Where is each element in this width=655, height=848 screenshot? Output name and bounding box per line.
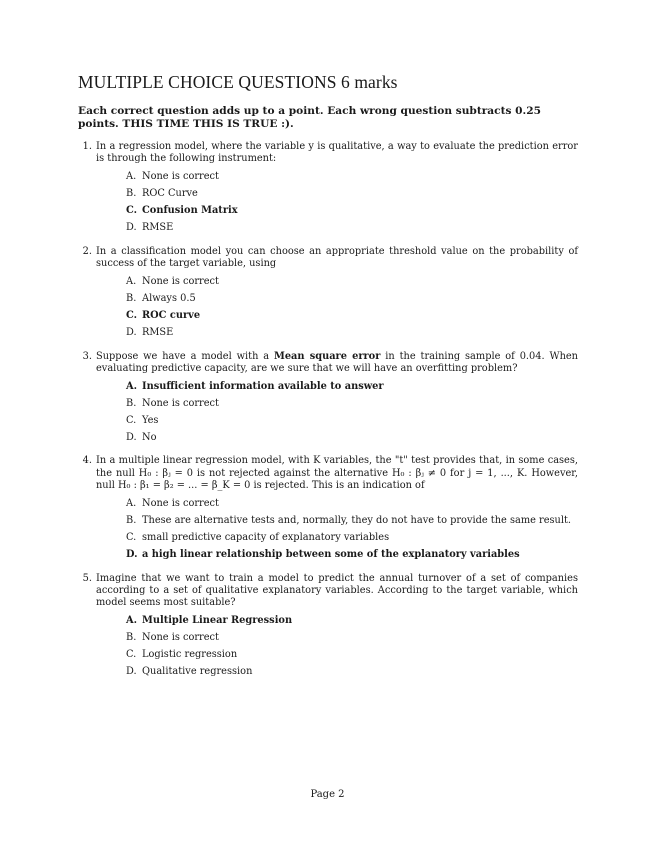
option-d: D. RMSE	[126, 222, 174, 234]
options-list	[96, 613, 578, 681]
question-number: 4.	[82, 455, 92, 467]
options-list	[96, 378, 578, 446]
option-c-correct: C. ROC curve	[126, 309, 201, 321]
option-c: C. Logistic regression	[126, 649, 238, 661]
options-list	[96, 169, 578, 237]
question-text: In a classification model you can choose an appropriate threshold value on the probability of success of the target variable, using	[96, 245, 578, 270]
option-d: D. Qualitative regression	[126, 666, 253, 678]
option-d: D. No	[126, 431, 157, 443]
option-a: A. None is correct	[126, 275, 219, 287]
question-number: 5.	[82, 572, 92, 584]
question-text: In a regression model, where the variable y is qualitative, a way to evaluate the prediction error is through the following instrument:	[96, 141, 578, 165]
option-d-correct: D. a high linear relationship between some of the explanatory variables	[126, 548, 520, 560]
emphasis-term: Mean square error	[273, 350, 381, 362]
question-number: 1.	[82, 141, 92, 152]
question-1	[78, 141, 578, 246]
question-3	[78, 351, 578, 456]
option-b: B. These are alternative tests and, normally, they do not have to provide the same result.	[126, 514, 572, 526]
question-text: Imagine that we want to train a model to predict the annual turnover of a set of companies according to a set of qualitative explanatory variables. According to the target variable, which model seems most suitable?	[96, 572, 578, 609]
question-2	[78, 246, 578, 351]
options-list	[96, 496, 578, 564]
option-c: C. Yes	[126, 414, 159, 426]
option-b: B. None is correct	[126, 397, 219, 409]
option-b: B. Always 0.5	[126, 292, 196, 304]
page-title: MULTIPLE CHOICE QUESTIONS 6 marks	[78, 72, 398, 92]
option-b: B. ROC Curve	[126, 188, 198, 200]
option-c: C. small predictive capacity of explanatory variables	[126, 531, 390, 543]
option-b: B. None is correct	[126, 632, 219, 644]
instructions: Each correct question adds up to a point. Each wrong question subtracts 0.25 points. THIS TIME THIS IS TRUE :).	[78, 105, 541, 130]
option-d: D. RMSE	[126, 326, 174, 338]
option-a: A. None is correct	[126, 497, 219, 509]
option-a: A. None is correct	[126, 171, 219, 183]
question-4	[78, 455, 578, 572]
option-a-correct: A. Insufficient information available to answer	[126, 380, 384, 392]
page-number: Page 2	[310, 789, 345, 800]
question-5	[78, 573, 578, 690]
question-text: Suppose we have a model with a Mean square error in the training sample of 0.04. When evaluating predictive capacity, are we sure that we will have an overfitting problem?	[96, 350, 578, 375]
options-list	[96, 274, 578, 342]
option-c-correct: C. Confusion Matrix	[126, 205, 238, 217]
page-content	[78, 72, 578, 690]
question-number: 2.	[82, 245, 92, 257]
question-number: 3.	[82, 350, 92, 362]
option-a-correct: A. Multiple Linear Regression	[126, 615, 293, 627]
question-text: In a multiple linear regression model, with K variables, the "t" test provides that, in some cases, the null H₀ : βⱼ = 0 is not rejected against the alternative H₀ : βⱼ ≠ 0 for j = 1, ..., K. However, null H₀ : β₁ = β₂ = ... = β_K = 0 is rejected. This is an indication of	[96, 455, 578, 492]
